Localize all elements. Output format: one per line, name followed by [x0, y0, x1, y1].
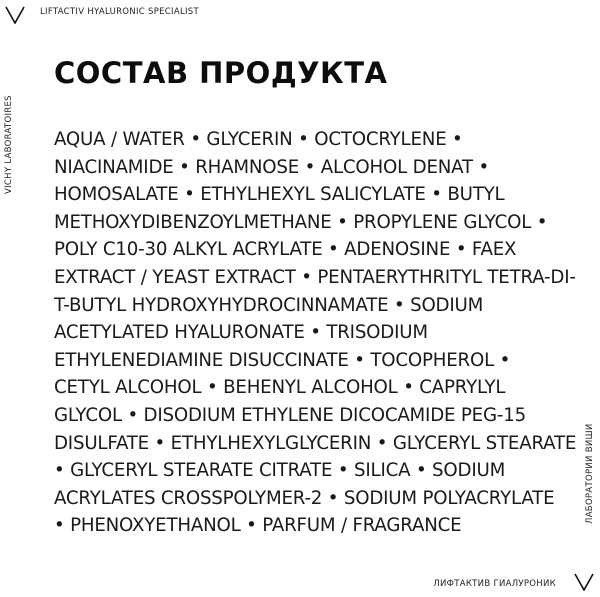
ingredients-line: CETYL ALCOHOL • BEHENYL ALCOHOL • CAPRYLYL [54, 377, 506, 399]
v-logo-icon [5, 6, 25, 24]
ingredients-line: T-BUTYL HYDROXYHYDROCINNAMATE • SODIUM [54, 294, 484, 316]
page-title: СОСТАВ ПРОДУКТА [54, 56, 388, 90]
ingredients-line: ACETYLATED HYALURONATE • TRISODIUM [54, 322, 428, 344]
ingredients-line: EXTRACT / YEAST EXTRACT • PENTAERYTHRITYL TETRA-DI- [54, 266, 576, 288]
ingredients-line: NIACINAMIDE • RHAMNOSE • ALCOHOL DENAT • [54, 156, 489, 178]
product-line-label-ru: ЛИФТАКТИВ ГИАЛУРОНИК [433, 579, 556, 589]
ingredients-line: HOMOSALATE • ETHYLHEXYL SALICYLATE • BUTYL [54, 184, 505, 206]
ingredients-line: • GLYCERYL STEARATE CITRATE • SILICA • SODIUM [54, 460, 506, 482]
brand-side-label: VICHY LABORATOIRES [4, 95, 14, 194]
ingredients-line: ACRYLATES CROSSPOLYMER-2 • SODIUM POLYACRYLATE [54, 487, 555, 509]
ingredients-line: POLY C10-30 ALKYL ACRYLATE • ADENOSINE • FAEX [54, 239, 517, 261]
vichy-logo-top [5, 6, 25, 24]
ingredients-line: • PHENOXYETHANOL • PARFUM / FRAGRANCE [54, 515, 462, 537]
ingredients-line: ETHYLENEDIAMINE DISUCCINATE • TOCOPHEROL • [54, 349, 511, 371]
v-logo-icon [574, 573, 594, 591]
brand-side-label-ru: ЛАБОРАТОРИИ ВИШИ [585, 423, 595, 524]
ingredients-line: AQUA / WATER • GLYCERIN • OCTOCRYLENE • [54, 129, 463, 150]
ingredients-list [54, 126, 577, 540]
vichy-logo-bottom [574, 573, 594, 591]
ingredients-line: DISULFATE • ETHYLHEXYLGLYCERIN • GLYCERYL STEARATE [54, 432, 577, 454]
ingredients-line: METHOXYDIBENZOYLMETHANE • PROPYLENE GLYCOL • [54, 211, 548, 233]
product-line-label: LIFTACTIV HYALURONIC SPECIALIST [40, 7, 199, 17]
ingredients-line: GLYCOL • DISODIUM ETHYLENE DICOCAMIDE PEG-15 [54, 404, 526, 426]
